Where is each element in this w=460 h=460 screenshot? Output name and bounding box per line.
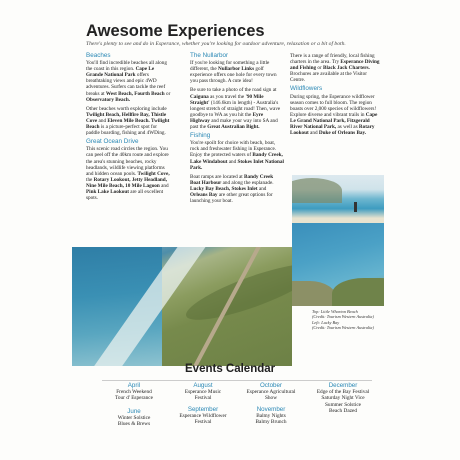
event-month-label: September — [187, 406, 219, 413]
event-item: Show — [264, 395, 278, 402]
charters-paragraph — [290, 53, 380, 83]
column-right — [290, 53, 380, 139]
event-item: Balmy Brunch — [255, 419, 287, 426]
bold-text-run: Cape Le Grand National Park, Fitzgerald River National Park, — [290, 111, 378, 131]
fishing-paragraph-1 — [190, 140, 284, 170]
event-item: Balmy Nights — [256, 413, 286, 420]
text-run: You're spoilt for choice with beach, boat, rock and freshwater fishing in Esperance. Enjoy the protected waters of — [190, 140, 277, 159]
event-item: Esperance Wildflower — [179, 413, 227, 420]
bold-text-run: Cape Le Grande National Park — [86, 66, 155, 79]
text-run: and — [97, 117, 108, 124]
photo-captions — [312, 309, 392, 331]
nullarbor-paragraph-2 — [190, 87, 284, 130]
text-run: Boat ramps are located at — [190, 173, 245, 180]
text-run: are other great options for launching your boat. — [190, 191, 273, 205]
bold-text-run: Bandy Creek, Lake Windabout — [190, 152, 283, 165]
bold-text-run: Observatory Beach. — [86, 96, 131, 103]
event-item: Winter Solstice — [117, 415, 151, 422]
page-subtitle: There's plenty to see and do in Esperance, whether you're looking for outdoor adventure, relaxation or a bit of both. — [86, 41, 346, 47]
event-month-label: August — [193, 382, 213, 389]
bold-text-run: '90 Mile Straight' — [190, 93, 264, 106]
bold-text-run: Orleans Bay — [190, 191, 218, 198]
text-run: the — [86, 176, 94, 183]
event-month-august — [170, 383, 236, 402]
bold-text-run: West Beach, Fourth Beach — [105, 90, 165, 97]
photo-land — [332, 278, 384, 306]
event-month-october — [238, 383, 304, 402]
text-run: and make your way into SA and past the — [190, 117, 278, 131]
text-run: During spring, the Esperance wildflower season comes to full bloom. The region boasts over 2,000 species of wildflowers! Explore diverse and vibrant trails in — [290, 93, 377, 118]
beaches-heading: Beaches — [86, 52, 111, 59]
text-run: or — [316, 65, 324, 72]
event-month-label: June — [127, 408, 141, 415]
coastline-aerial-photo — [72, 247, 292, 366]
text-run: are all excellent spots. — [86, 188, 164, 202]
text-run: There is a range of friendly, local fishing charters in the area. Try — [290, 53, 375, 66]
event-month-label: April — [127, 382, 141, 389]
photo-person — [354, 202, 357, 212]
bold-text-run: Twilight Cove, — [137, 170, 170, 177]
text-run: offers breathtaking views and epic 4WD adventures. Surfers can tackle the reef breaks at — [86, 72, 166, 97]
fishing-heading: Fishing — [190, 132, 211, 140]
text-run: and along the esplanade. — [221, 179, 274, 186]
page-title: Awesome Experiences — [86, 22, 265, 40]
little-wharton-beach-photo — [292, 175, 384, 223]
event-item: French Weekend — [116, 389, 152, 396]
events-divider — [102, 380, 372, 381]
column-left — [86, 53, 172, 204]
wildflowers-paragraph — [290, 94, 380, 137]
bold-text-run: Stokes Inlet National Park. — [190, 158, 284, 171]
text-run: and — [227, 158, 238, 165]
caption-top-credit: (Credit: Tourism Western Australia) — [312, 314, 374, 319]
beaches-paragraph-1 — [86, 60, 172, 103]
text-run: golf experience offers one hole for every town you pass through. A cute idea! — [190, 66, 277, 85]
caption-left: Left: Lucky Bay — [312, 320, 340, 325]
bold-text-run: Eyre Highway — [190, 111, 264, 124]
text-run: Be sure to take a photo of the road sign at — [190, 87, 277, 94]
event-item: Edge of the Bay Festival — [316, 389, 370, 396]
nullarbor-heading: The Nullarbor — [190, 52, 229, 59]
bold-text-run: Black Jack Charters. — [323, 65, 370, 72]
nullarbor-paragraph-1 — [190, 60, 284, 84]
lucky-bay-photo — [292, 223, 384, 306]
fishing-paragraph-2 — [190, 174, 284, 204]
photo-cliff — [292, 281, 337, 306]
event-item: Festival — [194, 395, 212, 402]
bold-text-run: Nullarbor Links — [218, 66, 255, 73]
ocean-drive-heading: Great Ocean Drive — [86, 138, 139, 146]
event-item: Esperance Music — [184, 389, 222, 396]
text-run: (146.6km in length) - Australia's longest stretch of straight road! Then, wave goodbye to WA as you hit the — [190, 99, 281, 118]
event-item: Esperance Agricultural — [246, 389, 296, 396]
bold-text-run: Great Australian Bight. — [207, 124, 260, 131]
text-run: Other beaches worth exploring include — [86, 105, 167, 112]
event-month-label: December — [328, 382, 358, 389]
event-item: Saturday Night Vice — [321, 395, 365, 402]
text-run: and — [159, 182, 169, 189]
bold-text-run: Rotary Lookout — [290, 124, 375, 137]
event-item: Summer Solstice — [324, 401, 362, 408]
bold-text-run: Esperance Diving and Fishing — [290, 59, 380, 72]
bold-text-run: Twilight Beach, Hellfire Bay, Thistle Cove — [86, 111, 167, 124]
text-run: and — [257, 185, 267, 192]
event-month-april — [104, 383, 164, 402]
ocean-drive-paragraph — [86, 146, 172, 201]
text-run: Brochures are available at the Visitor Centre. — [290, 71, 367, 84]
event-month-december — [306, 383, 380, 414]
column-middle — [190, 53, 284, 207]
caption-top: Top: Little Wharton Beach — [312, 309, 358, 314]
event-month-november — [238, 407, 304, 426]
event-month-june — [104, 409, 164, 428]
text-run: and — [308, 130, 319, 137]
event-item: Beach Dazed — [328, 407, 358, 414]
text-run: This scenic road circles the region. You can peel off the 40km route and explore the area's stunning beaches, rocky headlands, wildlife viewing platforms and hidden ocean pools. — [86, 146, 169, 177]
bold-text-run: Bandy Creek Boat Harbour — [190, 173, 274, 186]
bold-text-run: Rotary Lookout, Jetty Headland, Nine Mile Beach, 10 Mile Lagoon — [86, 176, 167, 189]
text-run: as well as — [336, 124, 359, 131]
text-run: as you travel the — [208, 93, 246, 100]
events-title: Events Calendar — [185, 363, 276, 375]
event-month-label: November — [256, 406, 286, 413]
event-item: Festival — [194, 419, 212, 426]
wildflowers-heading: Wildflowers — [290, 85, 323, 93]
bold-text-run: Duke of Orleans Bay. — [318, 130, 367, 137]
text-run: or — [164, 90, 171, 97]
event-item: Blues & Brews — [117, 421, 151, 428]
text-run: You'll find incredible beaches all along the coast in this region. — [86, 60, 167, 73]
text-run: is a picture-perfect spot for paddle boarding, fishing and 4WDing. — [86, 124, 166, 137]
bold-text-run: Caiguna — [190, 93, 209, 100]
event-item: Tour d' Esperance — [115, 395, 153, 402]
bold-text-run: Eleven Mile Beach. Twilight Beach — [86, 117, 170, 131]
caption-left-credit: (Credit: Tourism Western Australia) — [312, 325, 374, 330]
beaches-paragraph-2 — [86, 106, 172, 136]
event-month-september — [166, 407, 240, 426]
bold-text-run: Pink Lake Lookout — [86, 188, 129, 195]
photo-hill — [292, 178, 342, 203]
event-month-label: October — [259, 382, 282, 389]
text-run: If you're looking for something a little different, the — [190, 60, 270, 73]
bold-text-run: Lucky Bay Beach, Stokes Inlet — [190, 185, 258, 192]
